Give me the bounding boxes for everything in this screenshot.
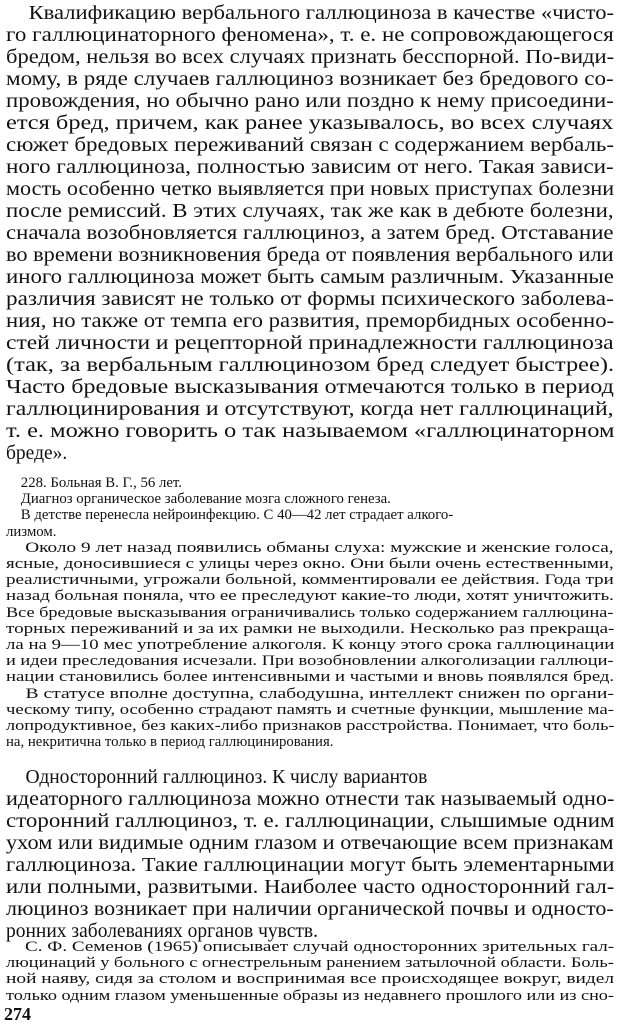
text-line: ронних заболеваниях органов чувств.: [6, 921, 318, 942]
text-line: галлюциноза. Такие галлюцинации могут быть элементарными: [6, 855, 615, 876]
text-line: бредом, нельзя во всех случаях признать бесспорной. По-види-: [6, 47, 615, 68]
text-line: В статусе вполне доступна, слабодушна, интеллект снижен по органи-: [6, 685, 614, 702]
text-line: стей личности и рецепторной принадлежности галлюциноза: [6, 333, 614, 354]
text-line: 228. Больная В. Г., 56 лет.: [6, 475, 182, 491]
text-line: галлюцинирования и отсутствуют, когда нет галлюцинаций,: [6, 399, 614, 420]
text-line: иного галлюциноза может быть самым различным. Указанные: [6, 267, 614, 288]
text-line: назад больная поняла, что ее преследуют какие-то люди, хотят уничтожить.: [6, 588, 614, 605]
text-line: различия зависят не только от формы психического заболева-: [6, 289, 614, 310]
text-line: лизмом.: [6, 523, 57, 540]
text-line: мому, в ряде случаев галлюциноз возникает без бредового со-: [6, 69, 614, 90]
text-line: Около 9 лет назад появились обманы слуха: мужские и женские голоса,: [6, 539, 614, 556]
text-line: (так, за вербальным галлюцинозом бред следует быстрее).: [6, 355, 615, 376]
text-line: торных переживаний и за их рамки не выходили. Несколько раз прекраща-: [6, 620, 615, 637]
text-line: ной наяву, сидя за столом и воспринимая все происходящее вокруг, видел: [6, 971, 615, 988]
text-line: Диагноз органическое заболевание мозга сложного генеза.: [6, 491, 391, 508]
page-number: 274: [4, 1004, 31, 1024]
text-line: ухом или видимые одним глазом и отвечающие всем признакам: [6, 833, 614, 854]
text-line: ческому типу, особенно страдают память и счетные функции, мышление ма-: [6, 701, 614, 718]
text-line: ется бред, причем, как ранее указывалось, во всех случаях: [6, 113, 614, 134]
text-line: т. е. можно говорить о так называемом «галлюцинаторном: [6, 421, 615, 442]
text-line: ния, но также от темпа его развития, преморбидных особенно-: [6, 311, 615, 332]
text-line: Все бредовые высказывания ограничивались только содержанием галлюцина-: [6, 604, 614, 621]
text-line: только одним глазом уменьшенные образы из недавнего прошлого или из сно-: [6, 987, 614, 1004]
text-line: ного галлюциноза, полностью зависим от него. Такая зависи-: [6, 157, 614, 178]
text-line: сначала возобновляется галлюциноз, а затем бред. Отставание: [6, 223, 614, 244]
text-line: во времени возникновения бреда от появления вербального или: [6, 245, 614, 266]
text-line: Часто бредовые высказывания отмечаются только в период: [6, 377, 614, 398]
text-line: после ремиссий. В этих случаях, так же как в дебюте болезни,: [6, 201, 614, 222]
text-line: нации становились более интенсивными и частыми и вновь появлялся бред.: [6, 669, 615, 686]
text-line: на, некритична только в период галлюцинирования.: [6, 734, 334, 751]
text-line: бреде».: [6, 443, 68, 464]
text-line: идеаторного галлюциноза можно отнести так называемый одно-: [6, 789, 615, 810]
text-line: сторонний галлюциноз, т. е. галлюцинации, слышимые одним: [6, 811, 615, 832]
text-line: люцинаций у больного с огнестрельным ранением затылочной области. Боль-: [6, 955, 614, 972]
text-line: или полными, развитыми. Наиболее часто односторонний гал-: [6, 877, 615, 898]
text-line: С. Ф. Семенов (1965) описывает случай односторонних зрительных гал-: [6, 939, 615, 955]
text-line: ла на 9—10 мес употребление алкоголя. К концу этого срока галлюцинации: [6, 637, 615, 653]
text-line: люциноз возникает при наличии органической почвы и односто-: [6, 899, 614, 920]
text-line: го галлюцинаторного феномена», т. е. не сопровождающегося: [6, 25, 614, 46]
text-line: реалистичными, угрожали больной, комментировали ее действия. Года три: [6, 572, 614, 589]
text-line: лопродуктивное, без каких-либо признаков расстройства. Понимает, что боль-: [6, 718, 615, 734]
text-line: Квалификацию вербального галлюциноза в качестве «чисто-: [6, 3, 615, 24]
text-line: провождения, но обычно рано или поздно к нему присоедини-: [6, 91, 614, 112]
text-line: сюжет бредовых переживаний связан с содержанием вербаль-: [6, 135, 615, 156]
text-line: В детстве перенесла нейроинфекцию. С 40—42 лет страдает алкого-: [6, 507, 454, 524]
text-line: ясные, доносившиеся с улицы через окно. Они были очень естественными,: [6, 556, 614, 572]
text-line: и идеи преследования исчезали. При возобновлении алкоголизации галлюци-: [6, 653, 614, 670]
text-line: Односторонний галлюциноз. К числу вариантов: [6, 767, 428, 788]
text-line: мость особенно четко выявляется при новых приступах болезни: [6, 179, 615, 200]
